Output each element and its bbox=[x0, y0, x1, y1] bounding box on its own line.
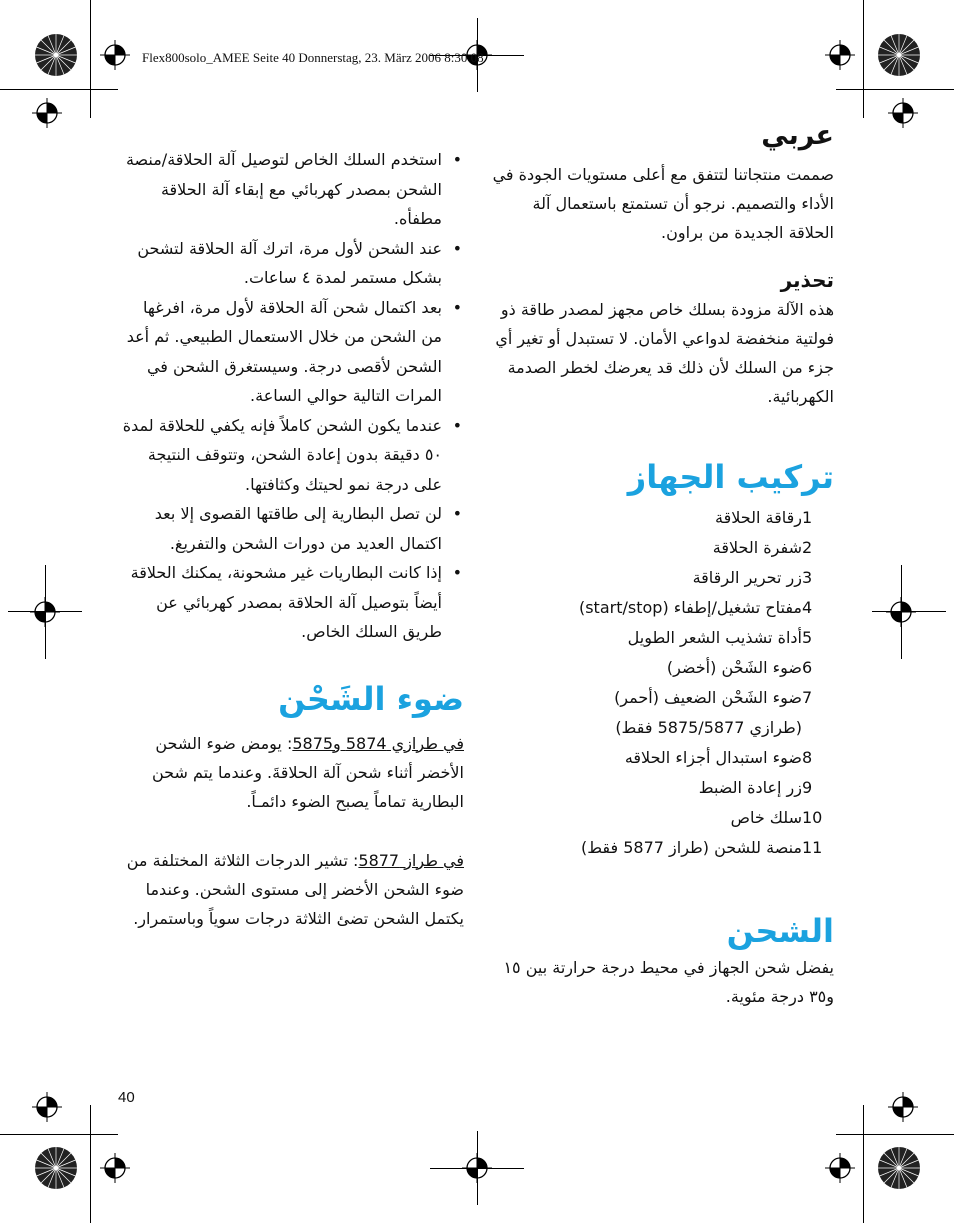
registration-mark-icon bbox=[100, 1153, 130, 1183]
item-number: 7 bbox=[802, 688, 813, 707]
item-text: سلك خاص bbox=[730, 808, 802, 827]
parts-list-item bbox=[492, 593, 834, 623]
parts-list-item bbox=[492, 533, 834, 563]
right-column bbox=[492, 118, 834, 1011]
parts-list-item bbox=[492, 653, 834, 683]
registration-mark-icon bbox=[888, 1092, 918, 1122]
item-number: 2 bbox=[802, 538, 813, 557]
model-5874-5875-paragraph bbox=[118, 729, 464, 816]
item-text-continued: (طرازي 5875/5877 فقط) bbox=[615, 718, 802, 737]
item-text: ضوء الشَحْن الضعيف (أحمر) bbox=[614, 688, 802, 707]
registration-mark-icon bbox=[32, 1092, 62, 1122]
item-number: 8 bbox=[802, 748, 813, 767]
item-text: أداة تشذيب الشعر الطويل bbox=[627, 628, 802, 647]
language-heading: عربي bbox=[761, 120, 834, 151]
star-target-icon bbox=[877, 33, 921, 77]
bullet-item: • إذا كانت البطاريات غير مشحونة، يمكنك الحلاقة أيضاً بتوصيل آلة الحلاقة بمصدر كهربائي عن طريق السلك الخاص. bbox=[118, 558, 464, 647]
item-text: رقاقة الحلاقة bbox=[715, 508, 802, 527]
crop-mark bbox=[0, 1134, 118, 1135]
crop-mark bbox=[90, 0, 91, 118]
registration-mark-icon bbox=[888, 98, 918, 128]
parts-list-item bbox=[492, 743, 834, 773]
item-text: شفرة الحلاقة bbox=[712, 538, 802, 557]
charge-light-section bbox=[118, 677, 464, 933]
item-text: منصة للشحن (طراز 5877 فقط) bbox=[580, 838, 802, 857]
crop-mark bbox=[836, 89, 954, 90]
crop-mark bbox=[90, 1105, 91, 1223]
warning-paragraph: هذه الآلة مزودة بسلك خاص مجهز لمصدر طاقة ذو فولتية منخفضة لدواعي الأمان. لا تستبدل أو تغير أي جزء من السلك لأن ذلك قد يعرضك لخطر الصدمة الكهربائية. bbox=[495, 300, 834, 406]
item-text: زر تحرير الرقاقة bbox=[692, 568, 802, 587]
item-number: 6 bbox=[802, 658, 813, 677]
item-text: ضوء استبدال أجزاء الحلاقه bbox=[624, 748, 802, 767]
charging-paragraph: يفضل شحن الجهاز في محيط درجة حرارتة بين ١٥ و٣٥ درجة مئوية. bbox=[503, 958, 834, 1006]
item-text: ضوء الشَحْن (أخضر) bbox=[666, 658, 802, 677]
model-text: : يومض ضوء الشحن الأخضر أثناء شحن آلة الحلاقةَ. وعندما يتم شحن البطارية تماماً يصبح الضوء دائمـاً. bbox=[152, 733, 464, 811]
parts-list-item bbox=[492, 563, 834, 593]
bullet-item: • استخدم السلك الخاص لتوصيل آلة الحلاقة/منصة الشحن بمصدر كهربائي مع إبقاء آلة الحلاقة مطفأه. bbox=[118, 145, 464, 234]
bullet-item: • بعد اكتمال شحن آلة الحلاقة لأول مرة، افرغها من الشحن من خلال الاستعمال الطبيعي. ثم أعد الشحن لأقصى درجة. وسيستغرق الشحن في المرات التالية حوالي الساعة. bbox=[118, 293, 464, 411]
model-5877-paragraph bbox=[118, 846, 464, 933]
charging-instructions-list bbox=[118, 145, 464, 647]
description-section bbox=[492, 455, 834, 863]
parts-list bbox=[492, 503, 834, 863]
parts-list-item bbox=[492, 773, 834, 803]
item-number: 10 bbox=[802, 808, 823, 827]
charge-light-heading: ضوء الشَحْن bbox=[278, 679, 464, 718]
registration-mark-icon bbox=[32, 98, 62, 128]
bullet-item: • عند الشحن لأول مرة، اترك آلة الحلاقة لتشحن بشكل مستمر لمدة ٤ ساعات. bbox=[118, 234, 464, 293]
charging-section bbox=[492, 909, 834, 1011]
item-number: 1 bbox=[802, 508, 813, 527]
bullet-item: • عندما يكون الشحن كاملاً فإنه يكفي للحلاقة لمدة ٥٠ دقيقة بدون إعادة الشحن، وتتوقف النتيجة على درجة نمو لحيتك وكثافتها. bbox=[118, 411, 464, 500]
registration-mark-icon bbox=[100, 40, 130, 70]
description-heading: تركيب الجهاز bbox=[627, 458, 834, 496]
intro-paragraph: صممت منتجاتنا لتتفق مع أعلى مستويات الجودة في الأداء والتصميم. نرجو أن تستمتع باستعمال آلة الحلاقة الجديدة من براون. bbox=[492, 165, 834, 242]
warning-heading: تحذير bbox=[780, 268, 834, 292]
item-number: 3 bbox=[802, 568, 813, 587]
item-number: 4 bbox=[802, 598, 813, 617]
page-number: 40 bbox=[118, 1089, 135, 1106]
item-number: 9 bbox=[802, 778, 813, 797]
crop-mark bbox=[863, 1105, 864, 1223]
star-target-icon bbox=[34, 1146, 78, 1190]
registration-mark-icon bbox=[886, 597, 916, 627]
item-number: 5 bbox=[802, 628, 813, 647]
star-target-icon bbox=[877, 1146, 921, 1190]
parts-list-item bbox=[492, 623, 834, 653]
item-text: مفتاح تشغيل/إطفاء (start/stop) bbox=[578, 598, 802, 617]
crop-mark bbox=[0, 89, 118, 90]
star-target-icon bbox=[34, 33, 78, 77]
registration-mark-icon bbox=[462, 1153, 492, 1183]
bullet-item: • لن تصل البطارية إلى طاقتها القصوى إلا بعد اكتمال العديد من دورات الشحن والتفريغ. bbox=[118, 499, 464, 558]
parts-list-item bbox=[492, 803, 834, 833]
print-slug: Flex800solo_AMEE Seite 40 Donnerstag, 23. März 2006 8:30 08 bbox=[142, 50, 484, 65]
parts-list-item bbox=[492, 683, 834, 743]
item-number: 11 bbox=[802, 838, 823, 857]
model-label: في طراز 5877 bbox=[358, 850, 464, 870]
left-column bbox=[118, 145, 464, 933]
item-text: زر إعادة الضبط bbox=[698, 778, 802, 797]
model-label: في طرازي 5874 و5875 bbox=[292, 733, 464, 753]
charging-heading: الشحن bbox=[726, 912, 834, 950]
registration-mark-icon bbox=[30, 597, 60, 627]
registration-mark-icon bbox=[825, 1153, 855, 1183]
parts-list-item bbox=[492, 833, 834, 863]
registration-mark-icon bbox=[825, 40, 855, 70]
parts-list-item bbox=[492, 503, 834, 533]
crop-mark bbox=[863, 0, 864, 118]
crop-mark bbox=[836, 1134, 954, 1135]
model-text: : تشير الدرجات الثلاثة المختلفة من ضوء الشحن الأخضر إلى مستوى الشحن. وعندما يكتمل الشحن تضئ الثلاثة درجات سوياً وباستمرار. bbox=[126, 850, 464, 928]
